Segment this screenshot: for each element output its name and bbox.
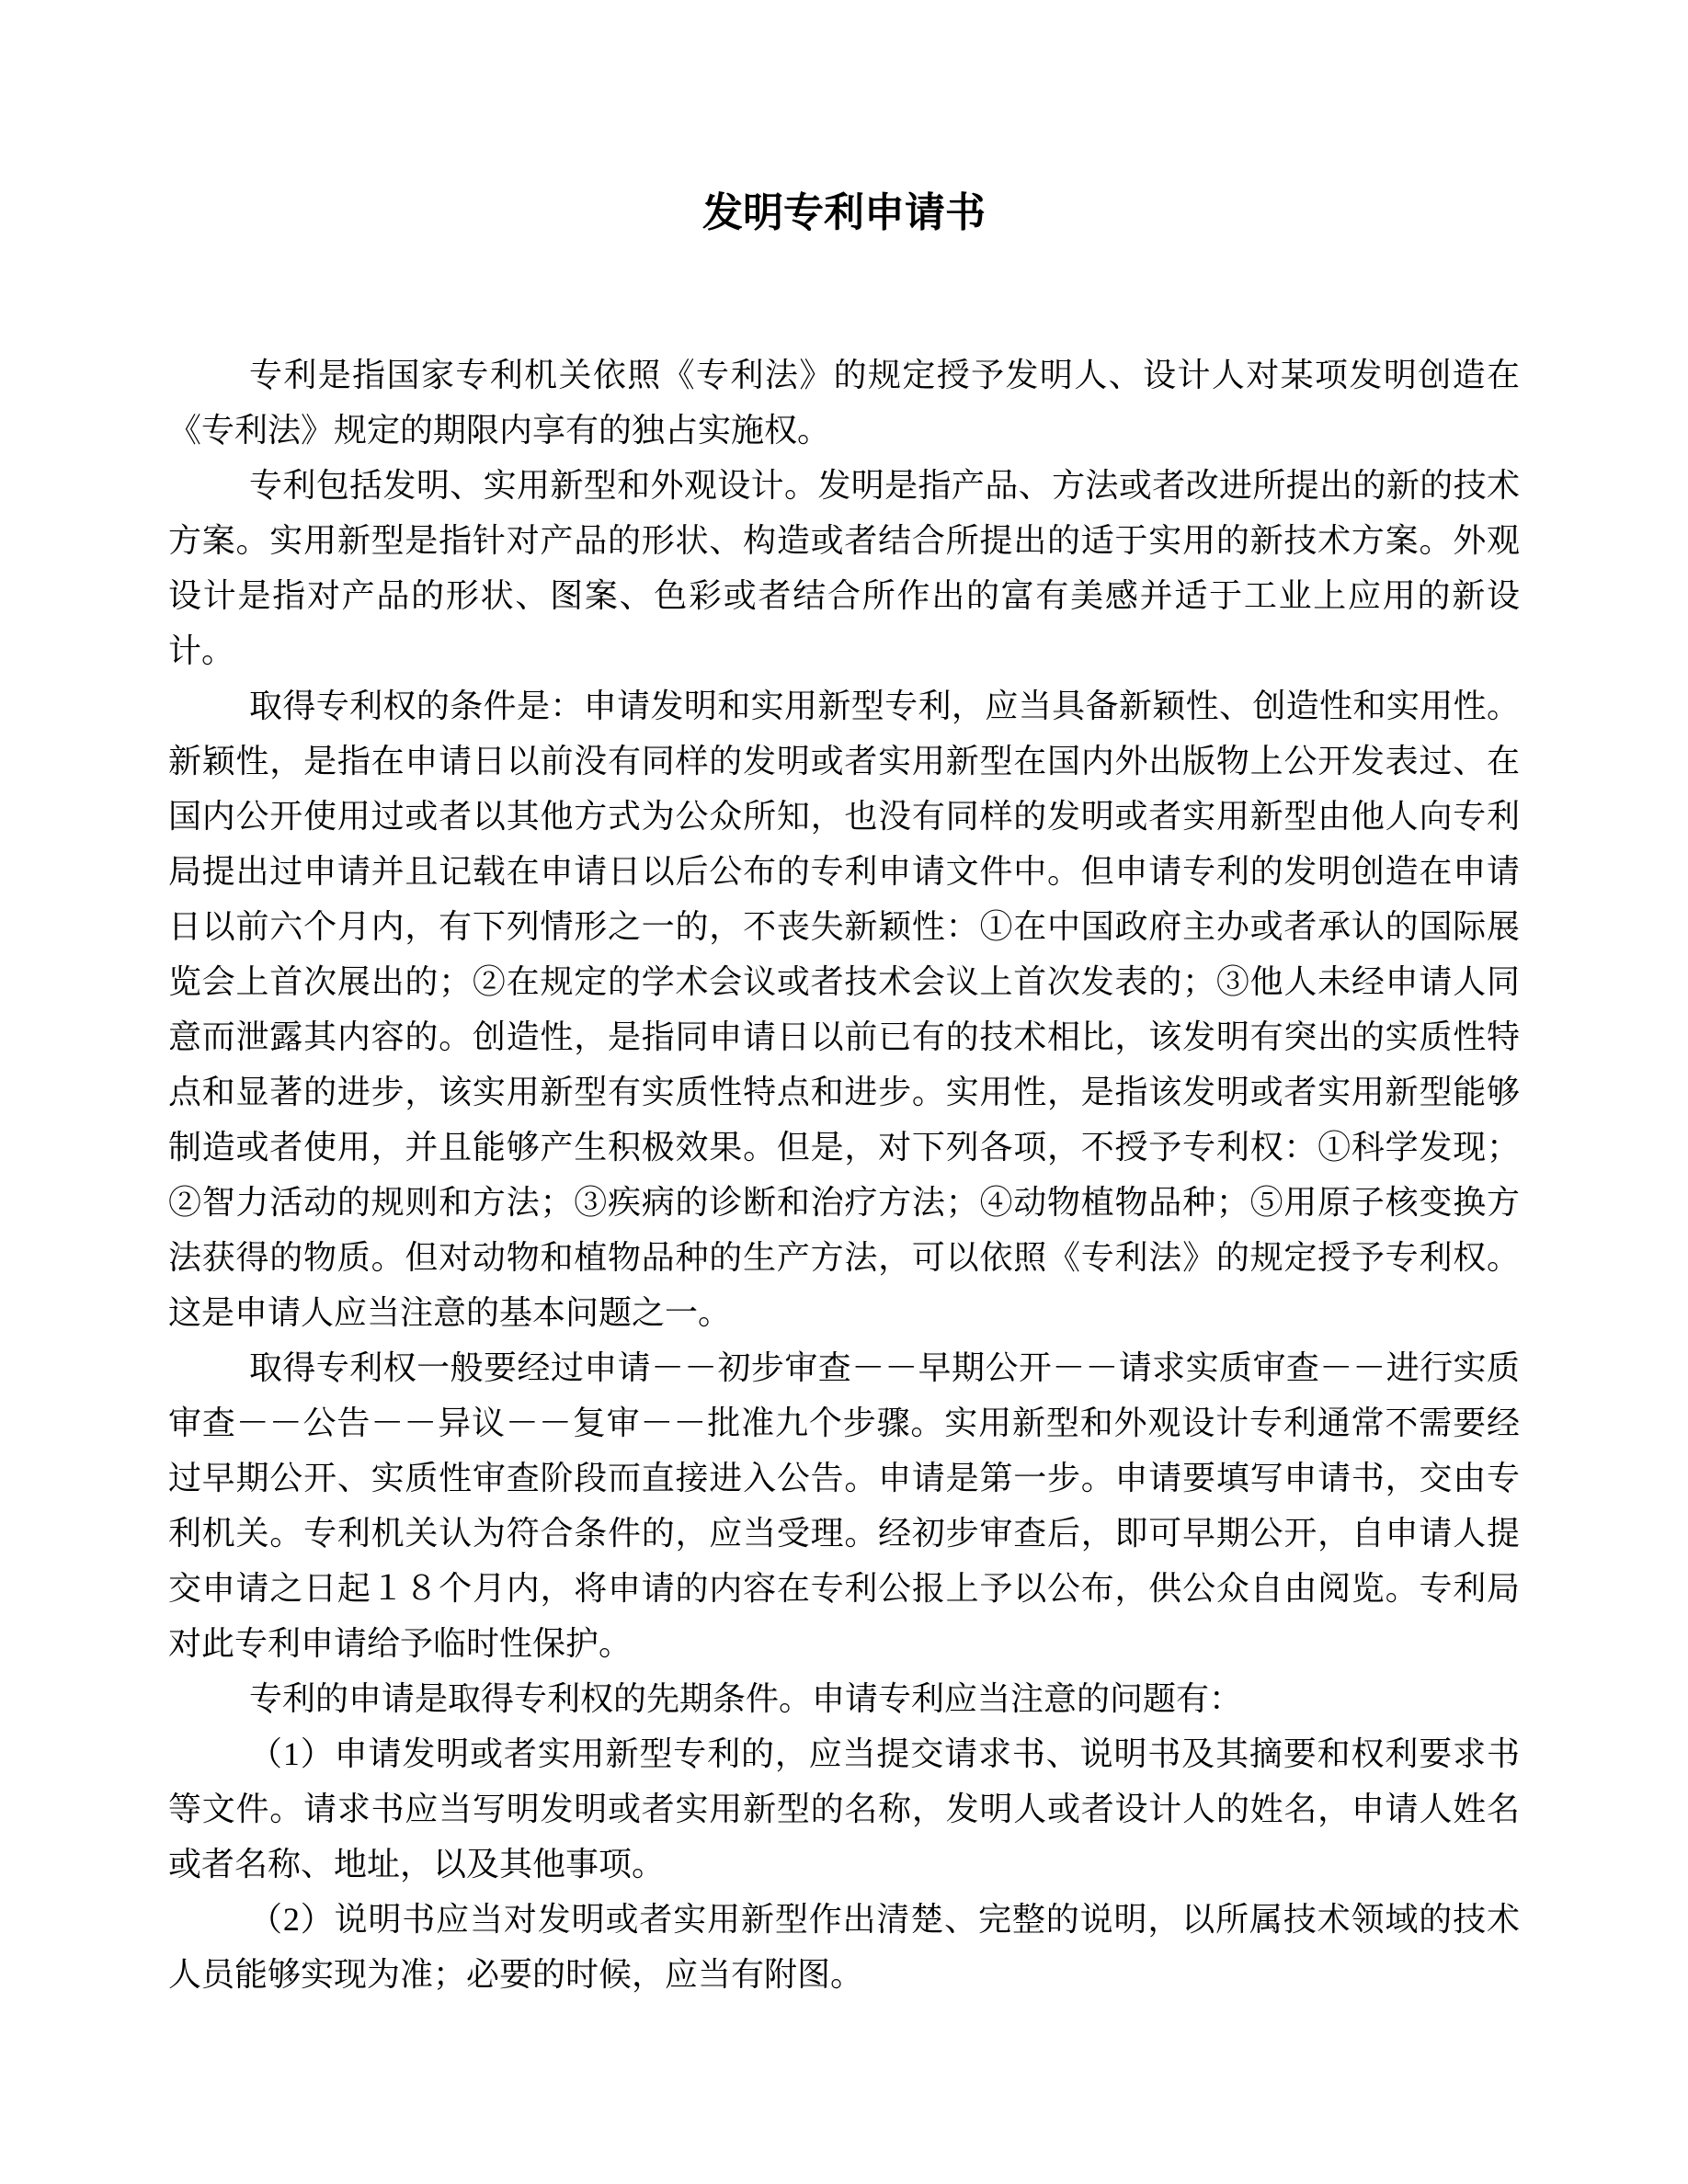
paragraph-patent-types: 专利包括发明、实用新型和外观设计。发明是指产品、方法或者改进所提出的新的技术方案。实用新型是指针对产品的形状、构造或者结合所提出的适于实用的新技术方案。外观设计是指对产品的形状、图案、色彩或者结合所作出的富有美感并适于工业上应用的新设计。 (168, 467, 1520, 670)
document-body (168, 347, 1520, 2002)
paragraph-application-precondition: 专利的申请是取得专利权的先期条件。申请专利应当注意的问题有： (249, 1680, 1243, 1718)
paragraph-patent-conditions: 取得专利权的条件是：申请发明和实用新型专利，应当具备新颖性、创造性和实用性。新颖性，是指在申请日以前没有同样的发明或者实用新型在国内外出版物上公开发表过、在国内公开使用过或者以其他方式为公众所知，也没有同样的发明或者实用新型由他人向专利局提出过申请并且记载在申请日以后公布的专利申请文件中。但申请专利的发明创造在申请日以前六个月内，有下列情形之一的，不丧失新颖性：①在中国政府主办或者承认的国际展览会上首次展出的；②在规定的学术会议或者技术会议上首次发表的；③他人未经申请人同意而泄露其内容的。创造性，是指同申请日以前已有的技术相比，该发明有突出的实质性特点和显著的进步，该实用新型有实质性特点和进步。实用性，是指该发明或者实用新型能够制造或者使用，并且能够产生积极效果。但是，对下列各项，不授予专利权：①科学发现；②智力活动的规则和方法；③疾病的诊断和治疗方法；④动物植物品种；⑤用原子核变换方法获得的物质。但对动物和植物品种的生产方法，可以依照《专利法》的规定授予专利权。这是申请人应当注意的基本问题之一。 (168, 688, 1520, 1332)
paragraph-item-2: （2）说明书应当对发明或者实用新型作出清楚、完整的说明，以所属技术领域的技术人员能够实现为准；必要的时候，应当有附图。 (168, 1901, 1520, 1994)
paragraph-patent-definition: 专利是指国家专利机关依照《专利法》的规定授予发明人、设计人对某项发明创造在《专利法》规定的期限内享有的独占实施权。 (168, 357, 1520, 449)
paragraph-item-1: （1）申请发明或者实用新型专利的，应当提交请求书、说明书及其摘要和权利要求书等文件。请求书应当写明发明或者实用新型的名称，发明人或者设计人的姓名，申请人姓名或者名称、地址，以及其他事项。 (168, 1735, 1520, 1883)
document-title: 发明专利申请书 (702, 190, 986, 235)
paragraph-patent-procedure: 取得专利权一般要经过申请－－初步审查－－早期公开－－请求实质审查－－进行实质审查－－公告－－异议－－复审－－批准九个步骤。实用新型和外观设计专利通常不需要经过早期公开、实质性审查阶段而直接进入公告。申请是第一步。申请要填写申请书，交由专利机关。专利机关认为符合条件的，应当受理。经初步审查后，即可早期公开，自申请人提交申请之日起１８个月内，将申请的内容在专利公报上予以公布，供公众自由阅览。专利局对此专利申请给予临时性保护。 (168, 1349, 1520, 1663)
